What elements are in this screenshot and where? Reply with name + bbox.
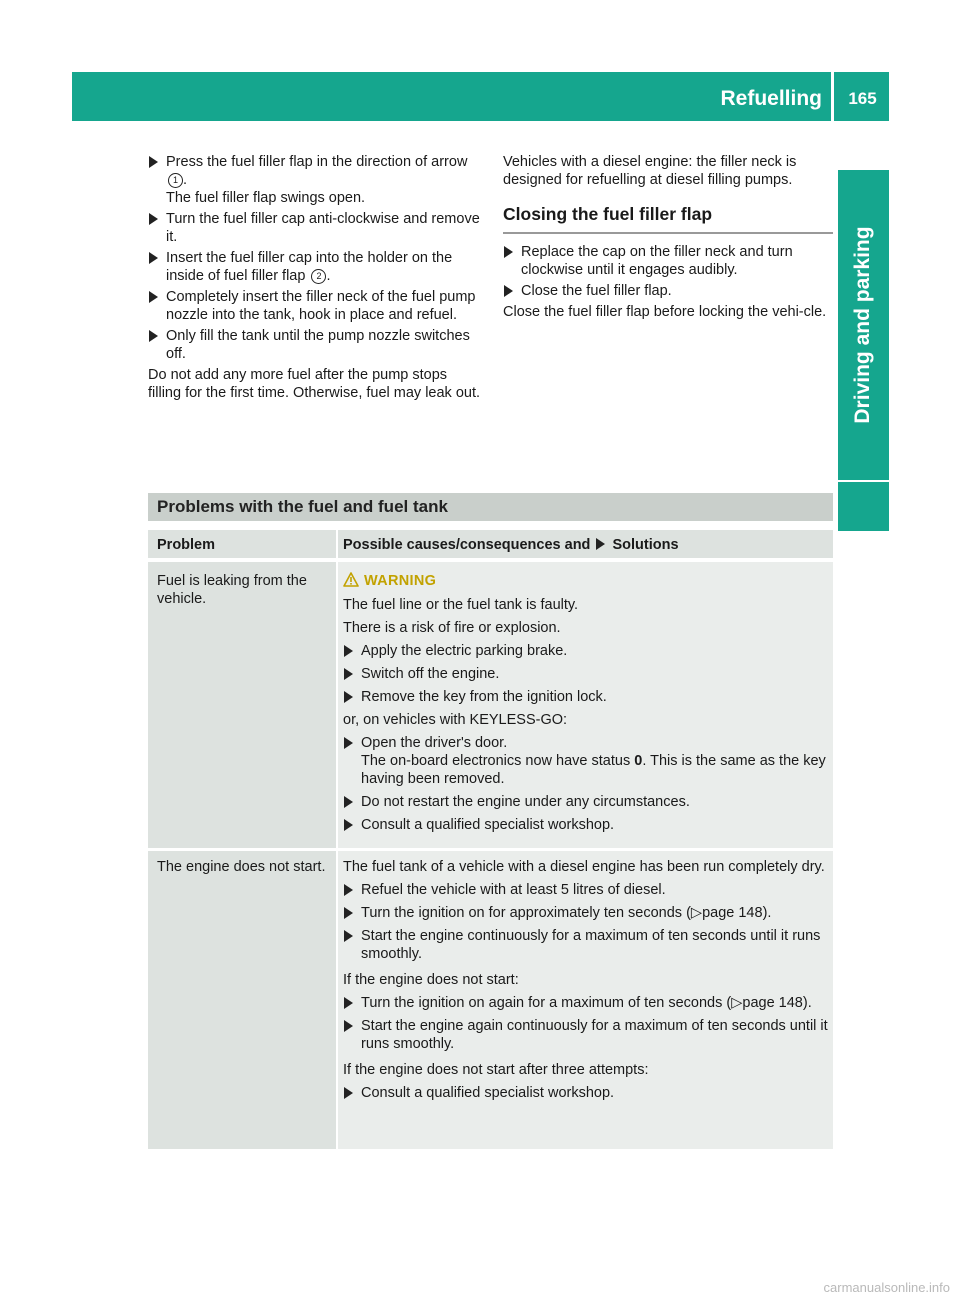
- step-arrow-icon: [344, 796, 353, 808]
- instruction-step: Insert the fuel filler cap into the holder on the inside of fuel filler flap 2 .: [148, 249, 484, 285]
- solution-step: Refuel the vehicle with at least 5 litres of diesel.: [343, 881, 828, 899]
- solution-step: Start the engine again continuously for a maximum of ten seconds until it runs smoothly.: [343, 1017, 828, 1053]
- step-arrow-icon: [344, 930, 353, 942]
- instruction-step: Replace the cap on the filler neck and turn clockwise until it engages audibly.: [503, 243, 833, 279]
- table-header-problem: Problem: [148, 530, 336, 558]
- step-arrow-icon: [344, 1020, 353, 1032]
- solution-step: Apply the electric parking brake.: [343, 642, 828, 660]
- step-arrow-icon: [149, 291, 158, 303]
- warning-icon: [343, 572, 359, 587]
- table-cell-problem: The engine does not start.: [148, 851, 336, 1149]
- step-arrow-icon: [344, 668, 353, 680]
- solution-step: Remove the key from the ignition lock.: [343, 688, 828, 706]
- table-cell-problem: Fuel is leaking from the vehicle.: [148, 562, 336, 848]
- step-arrow-icon: [344, 691, 353, 703]
- callout-marker-icon: 2: [311, 269, 326, 284]
- solution-step: Open the driver's door. The on-board electronics now have status 0. This is the same as the key having been removed.: [343, 734, 828, 788]
- solution-step: Start the engine continuously for a maximum of ten seconds until it runs smoothly.: [343, 927, 828, 963]
- step-arrow-icon: [344, 907, 353, 919]
- solution-step: Turn the ignition on for approximately ten seconds (▷page 148).: [343, 904, 828, 922]
- table-cell-solution: WARNING The fuel line or the fuel tank is faulty. There is a risk of fire or explosion. Apply the electric parking brake. Switch off the engine. Remove the key from the ignition lock. or, on vehicles with KEYLESS-GO: Open the driver's door. The on-board electronics now have status 0. This is the same as the key having been removed. Do not restart the engine under any circumstances. Consult a qualified specialist workshop.: [338, 562, 833, 848]
- page-title: Refuelling: [720, 87, 822, 110]
- step-arrow-icon: [149, 213, 158, 225]
- chapter-tab-marker: [838, 482, 889, 531]
- solution-step: Consult a qualified specialist workshop.: [343, 1084, 828, 1102]
- page-reference[interactable]: page 148: [702, 905, 763, 921]
- step-arrow-icon: [344, 645, 353, 657]
- step-result: The fuel filler flap swings open.: [166, 190, 366, 206]
- solution-step: Consult a qualified specialist workshop.: [343, 816, 828, 834]
- step-arrow-icon: [344, 997, 353, 1009]
- section-heading: Closing the fuel filler flap: [503, 203, 833, 234]
- instruction-step: Close the fuel filler flap.: [503, 282, 833, 300]
- solution-step: Switch off the engine.: [343, 665, 828, 683]
- status-value: 0: [634, 753, 643, 769]
- instruction-step: Completely insert the filler neck of the fuel pump nozzle into the tank, hook in place and refuel.: [148, 288, 484, 324]
- left-column: [148, 153, 484, 405]
- page-reference-icon: ▷: [690, 905, 703, 921]
- step-arrow-icon: [504, 285, 513, 297]
- page-number: 165: [848, 89, 877, 108]
- solution-step: Turn the ignition on again for a maximum of ten seconds (▷page 148).: [343, 994, 828, 1012]
- solution-step: Do not restart the engine under any circumstances.: [343, 793, 828, 811]
- solutions-arrow-icon: [596, 538, 605, 550]
- warning-label: WARNING: [343, 572, 828, 590]
- step-arrow-icon: [344, 737, 353, 749]
- step-arrow-icon: [344, 884, 353, 896]
- step-arrow-icon: [149, 252, 158, 264]
- step-arrow-icon: [344, 819, 353, 831]
- step-arrow-icon: [344, 1087, 353, 1099]
- table-header-causes: Possible causes/consequences and Solutions: [338, 530, 833, 558]
- instruction-step: Press the fuel filler flap in the direction of arrow 1 . The fuel filler flap swings open.: [148, 153, 484, 207]
- right-column: [503, 153, 833, 324]
- page-reference-icon: ▷: [731, 995, 743, 1011]
- table-cell-solution: The fuel tank of a vehicle with a diesel engine has been run completely dry. Refuel the vehicle with at least 5 litres of diesel. Turn the ignition on for approximately ten seconds (▷page 148). Start the engine continuously for a maximum of ten seconds until it runs smoothly. If the engine does not start: Turn the ignition on again for a maximum of ten seconds (▷page 148). Start the engine again continuously for a maximum of ten seconds until it runs smoothly. If the engine does not start after three attempts: Consult a qualified specialist workshop.: [338, 851, 833, 1149]
- header-separator: [831, 72, 834, 121]
- step-arrow-icon: [149, 156, 158, 168]
- page-reference[interactable]: page 148: [742, 995, 803, 1011]
- step-arrow-icon: [504, 246, 513, 258]
- step-arrow-icon: [149, 330, 158, 342]
- instruction-step: Turn the fuel filler cap anti-clockwise and remove it.: [148, 210, 484, 246]
- watermark: carmanualsonline.info: [823, 1280, 950, 1295]
- note-paragraph: Do not add any more fuel after the pump stops filling for the first time. Otherwise, fuel may leak out.: [148, 367, 481, 401]
- note-paragraph: Close the fuel filler flap before locking the vehi-cle.: [503, 304, 827, 320]
- intro-paragraph: Vehicles with a diesel engine: the filler neck is designed for refuelling at diesel filling pumps.: [503, 154, 797, 188]
- table-title: Problems with the fuel and fuel tank: [157, 497, 448, 516]
- instruction-step: Only fill the tank until the pump nozzle switches off.: [148, 327, 484, 363]
- chapter-tab-label: Driving and parking: [851, 226, 874, 424]
- callout-marker-icon: 1: [168, 173, 183, 188]
